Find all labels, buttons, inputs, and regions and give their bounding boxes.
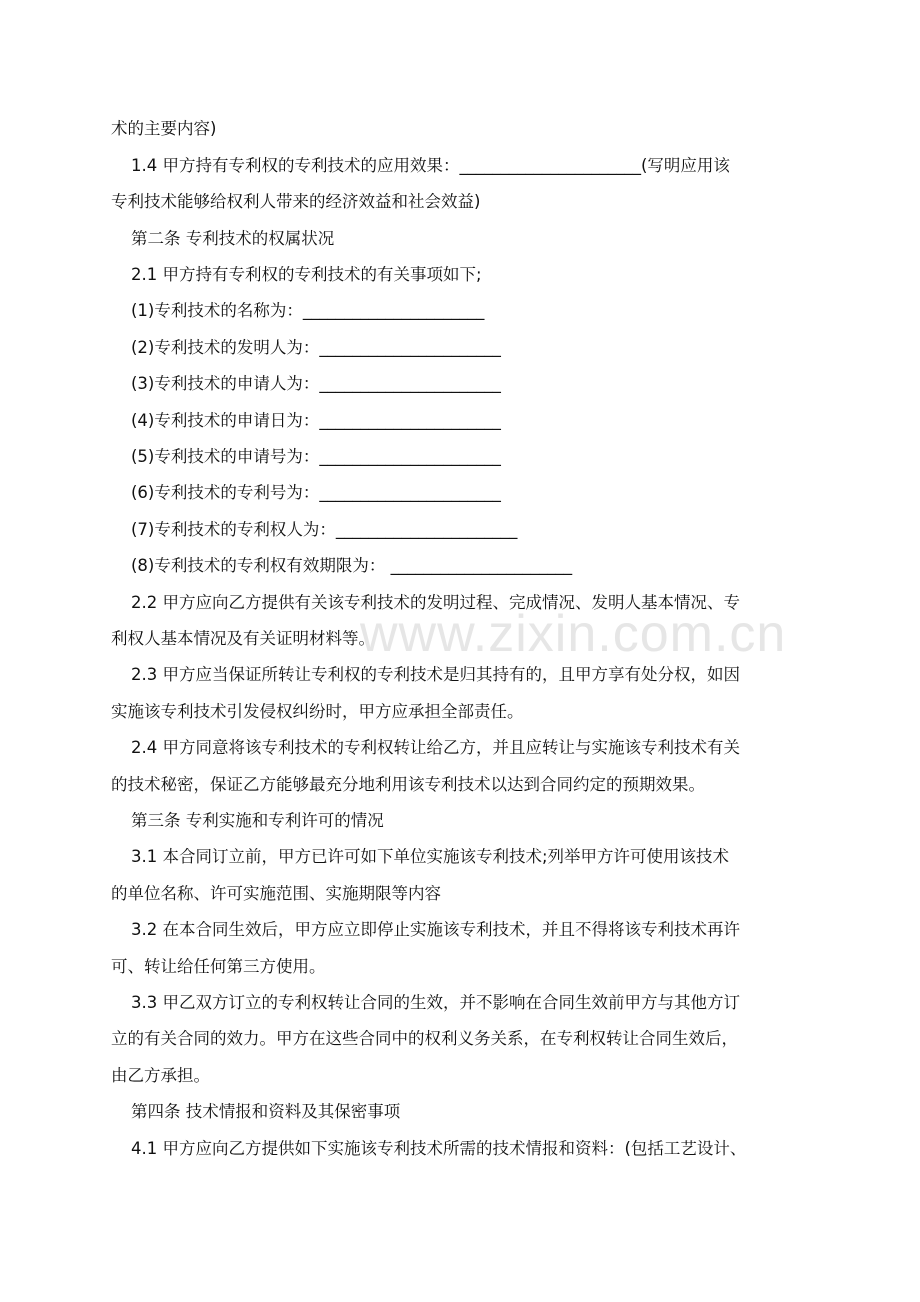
text-line: 专利技术能够给权利人带来的经济效益和社会效益) xyxy=(111,192,481,211)
text-line: 4.1 甲方应向乙方提供如下实施该专利技术所需的技术情报和资料：(包括工艺设计、 xyxy=(131,1139,747,1158)
text-line: 3.1 本合同订立前，甲方已许可如下单位实施该专利技术;列举甲方许可使用该技术 xyxy=(131,847,730,866)
text-line: 2.3 甲方应当保证所转让专利权的专利技术是归其持有的，且甲方享有处分权，如因 xyxy=(131,665,740,684)
text-line: 2.1 甲方持有专利权的专利技术的有关事项如下; xyxy=(131,265,482,284)
text-line: 3.2 在本合同生效后，甲方应立即停止实施该专利技术，并且不得将该专利技术再许 xyxy=(131,920,740,939)
list-item: (8)专利技术的专利权有效期限为： ______________________ xyxy=(131,556,573,575)
text-line: 由乙方承担。 xyxy=(111,1066,210,1085)
text-line: 立的有关合同的效力。甲方在这些合同中的权利义务关系，在专利权转让合同生效后， xyxy=(111,1029,738,1048)
list-item: (7)专利技术的专利权人为：______________________ xyxy=(131,520,518,539)
list-item: (1)专利技术的名称为：______________________ xyxy=(131,301,485,320)
list-item: (4)专利技术的申请日为：______________________ xyxy=(131,411,501,430)
list-item: (5)专利技术的申请号为：______________________ xyxy=(131,447,501,466)
text-line: 2.4 甲方同意将该专利技术的专利权转让给乙方，并且应转让与实施该专利技术有关 xyxy=(131,738,740,757)
list-item: (3)专利技术的申请人为：______________________ xyxy=(131,374,501,393)
list-item: (6)专利技术的专利号为：______________________ xyxy=(131,483,501,502)
section-heading: 第四条 技术情报和资料及其保密事项 xyxy=(131,1102,401,1121)
text-line: 2.2 甲方应向乙方提供有关该专利技术的发明过程、完成情况、发明人基本情况、专 xyxy=(131,593,740,612)
text-line: 的单位名称、许可实施范围、实施期限等内容 xyxy=(111,884,441,903)
list-item: (2)专利技术的发明人为：______________________ xyxy=(131,338,501,357)
text-line: 利权人基本情况及有关证明材料等。 xyxy=(111,629,375,648)
text-line: 实施该专利技术引发侵权纠纷时，甲方应承担全部责任。 xyxy=(111,702,524,721)
text-line: 可、转让给任何第三方使用。 xyxy=(111,957,326,976)
text-line: 术的主要内容) xyxy=(111,119,217,138)
section-heading: 第三条 专利实施和专利许可的情况 xyxy=(131,811,384,830)
watermark: www.zixin.com.cn xyxy=(360,605,787,663)
text-line: 1.4 甲方持有专利权的专利技术的应用效果：______________________(写明应用该 xyxy=(131,156,730,175)
text-line: 的技术秘密，保证乙方能够最充分地利用该专利技术以达到合同约定的预期效果。 xyxy=(111,775,705,794)
section-heading: 第二条 专利技术的权属状况 xyxy=(131,229,335,248)
text-line: 3.3 甲乙双方订立的专利权转让合同的生效，并不影响在合同生效前甲方与其他方订 xyxy=(131,993,740,1012)
